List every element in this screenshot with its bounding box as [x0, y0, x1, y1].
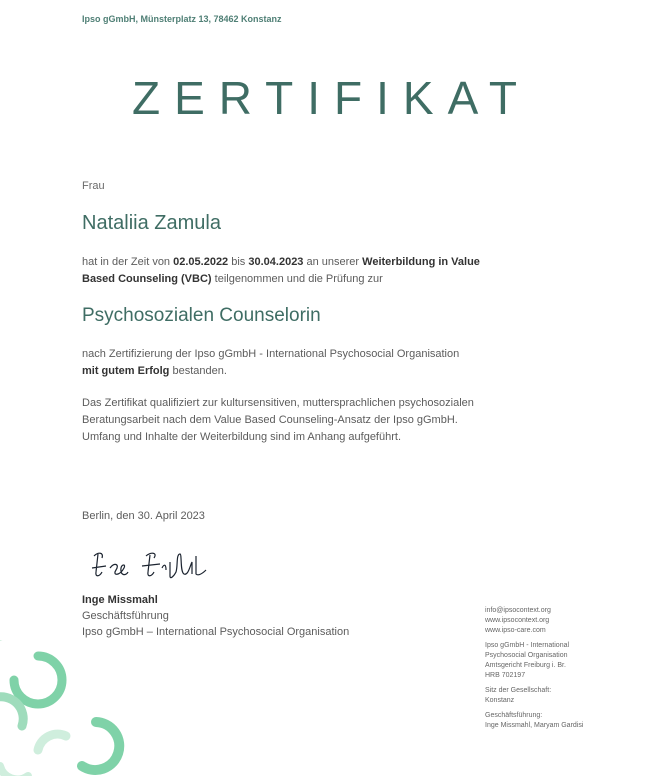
signatory-position: Geschäftsführung	[82, 610, 169, 622]
result-statement	[82, 346, 522, 380]
certified-role: Psychosozialen Counselorin	[82, 305, 321, 326]
footer-court: Amtsgericht Freiburg i. Br.	[485, 662, 566, 669]
footer-seat	[485, 686, 645, 706]
footer-management-label: Geschäftsführung:	[485, 712, 543, 719]
footer-org-line: Ipso gGmbH - International	[485, 642, 570, 649]
signatory-name: Inge Missmahl	[82, 594, 158, 606]
result-prefix: nach Zertifizierung der Ipso gGmbH - International Psychosocial Organisation	[82, 348, 460, 360]
footer-hrb: HRB 702197	[485, 672, 526, 679]
footer-org-line: Psychosocial Organisation	[485, 652, 568, 659]
footer-seat-label: Sitz der Gesellschaft:	[485, 687, 552, 694]
handwritten-signature	[88, 546, 228, 586]
arc-shape	[0, 766, 28, 776]
program-name: Weiterbildung in Value Based Counseling (VBC)	[82, 256, 480, 285]
participation-statement	[82, 254, 512, 288]
period-middle: an unserer	[306, 256, 360, 268]
qualification-statement	[82, 395, 532, 446]
decorative-arc-pattern	[0, 640, 150, 776]
arc-shape	[14, 656, 62, 704]
signatory-organisation: Ipso gGmbH – International Psychosocial Organisation	[82, 626, 350, 638]
period-between: bis	[231, 256, 246, 268]
recipient-name: Nataliia Zamula	[82, 212, 221, 234]
arc-shape	[0, 640, 2, 658]
date-to: 30.04.2023	[248, 256, 304, 268]
arc-shape	[0, 697, 23, 726]
footer-registration	[485, 641, 645, 681]
period-suffix: teilgenommen und die Prüfung zur	[214, 273, 383, 285]
footer-email: info@ipsocontext.org	[485, 607, 551, 614]
place-and-date: Berlin, den 30. April 2023	[82, 510, 205, 522]
qualification-line: Beratungsarbeit nach dem Value Based Counseling-Ansatz der Ipso gGmbH.	[82, 414, 458, 426]
sender-address: Ipso gGmbH, Münsterplatz 13, 78462 Konstanz	[82, 14, 282, 24]
result-suffix: bestanden.	[172, 365, 227, 377]
footer-management	[485, 711, 645, 731]
qualification-line: Umfang und Inhalte der Weiterbildung sind im Anhang aufgeführt.	[82, 431, 401, 443]
footer-website: www.ipso-care.com	[485, 627, 546, 634]
footer-seat-value: Konstanz	[485, 697, 515, 704]
footer-management-value: Inge Missmahl, Maryam Gardisi	[485, 722, 584, 729]
result-grade: mit gutem Erfolg	[82, 365, 170, 377]
arc-shape	[38, 734, 66, 750]
signatory-block	[82, 592, 349, 640]
footer-info	[485, 606, 645, 736]
period-prefix: hat in der Zeit von	[82, 256, 171, 268]
certificate-title: ZERTIFIKAT	[132, 72, 531, 124]
arc-shape	[82, 722, 119, 770]
salutation: Frau	[82, 180, 105, 192]
date-from: 02.05.2022	[173, 256, 229, 268]
qualification-line: Das Zertifikat qualifiziert zur kultursensitiven, muttersprachlichen psychosozialen	[82, 397, 474, 409]
footer-contact	[485, 606, 645, 636]
footer-website: www.ipsocontext.org	[485, 617, 550, 624]
